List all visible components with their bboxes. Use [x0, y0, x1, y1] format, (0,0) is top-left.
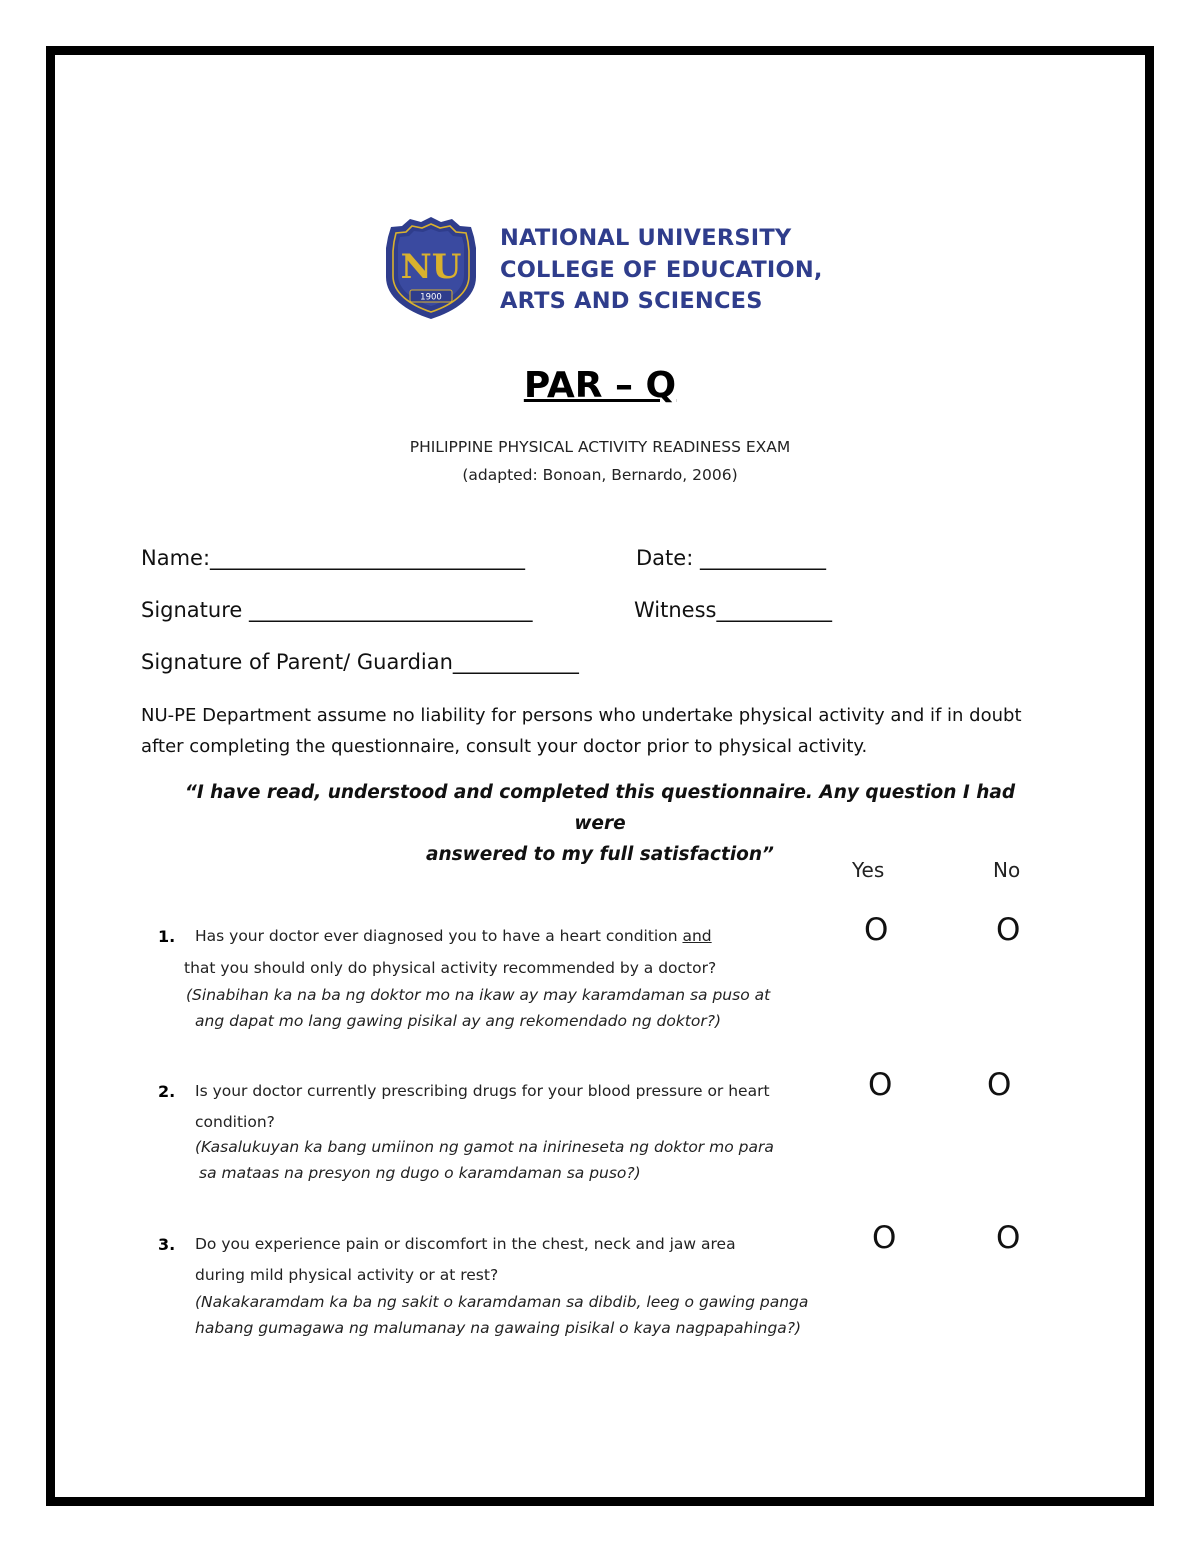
date-field[interactable]: Date: ____________ [636, 546, 826, 570]
q3-no-radio[interactable]: O [996, 1220, 1021, 1256]
question-text: Has your doctor ever diagnosed you to have a heart condition [195, 927, 683, 945]
question-number: 1. [158, 927, 176, 946]
question-emphasis: and [682, 927, 712, 945]
attestation-statement [180, 777, 1020, 870]
question-filipino-line: sa mataas na presyon ng dugo o karamdaman sa puso?) [199, 1164, 641, 1182]
q2-yes-radio[interactable]: O [868, 1067, 893, 1103]
no-column-header: No [993, 858, 1021, 882]
yes-column-header: Yes [852, 858, 885, 882]
question-filipino-line: (Nakakaramdam ka ba ng sakit o karamdaman sa dibdib, leeg o gawing panga [195, 1293, 809, 1311]
document-subtitle: PHILIPPINE PHYSICAL ACTIVITY READINESS EXAM [409, 438, 791, 456]
q3-yes-radio[interactable]: O [872, 1220, 897, 1256]
university-crest-icon [384, 215, 478, 321]
question-filipino-line: (Sinabihan ka na ba ng doktor mo na ikaw ay may karamdaman sa puso at [186, 986, 771, 1004]
institution-line: COLLEGE OF EDUCATION, [500, 256, 823, 283]
statement-line: answered to my full satisfaction” [426, 844, 774, 865]
university-logo [384, 215, 844, 325]
document-title: PAR – Q [523, 365, 677, 406]
question-filipino-line: ang dapat mo lang gawing pisikal ay ang rekomendado ng doktor?) [195, 1012, 722, 1030]
question-english-line: Is your doctor currently prescribing drugs for your blood pressure or heart [195, 1082, 770, 1100]
q1-no-radio[interactable]: O [996, 912, 1021, 948]
question-english-line: condition? [195, 1113, 275, 1131]
question-filipino-line: (Kasalukuyan ka bang umiinon ng gamot na inirineseta ng doktor mo para [195, 1138, 774, 1156]
question-english-line: that you should only do physical activity recommended by a doctor? [184, 959, 717, 977]
name-field[interactable]: Name:______________________________ [141, 546, 526, 570]
parent-signature-field[interactable]: Signature of Parent/ Guardian____________ [141, 650, 579, 674]
question-english-line: during mild physical activity or at rest? [195, 1266, 499, 1284]
question-number: 3. [158, 1235, 176, 1254]
question-english-line: Do you experience pain or discomfort in the chest, neck and jaw area [195, 1235, 736, 1253]
question-number: 2. [158, 1082, 176, 1101]
q1-yes-radio[interactable]: O [864, 912, 889, 948]
q2-no-radio[interactable]: O [987, 1067, 1012, 1103]
question-english-line [195, 927, 712, 945]
signature-field[interactable]: Signature ___________________________ [141, 598, 533, 622]
witness-field[interactable]: Witness___________ [634, 598, 832, 622]
institution-name [500, 223, 823, 318]
adaptation-note: (adapted: Bonoan, Bernardo, 2006) [462, 466, 738, 484]
liability-disclaimer: NU-PE Department assume no liability for persons who undertake physical activity and if in doubt after completing the questionnaire, consult your doctor prior to physical activity. [141, 705, 1022, 757]
institution-line: NATIONAL UNIVERSITY [500, 225, 792, 251]
question-filipino-line: habang gumagawa ng malumanay na gawaing pisikal o kaya nagpapahinga?) [195, 1319, 802, 1337]
crest-year: 1900 [420, 292, 442, 303]
institution-line: ARTS AND SCIENCES [500, 288, 763, 314]
crest-monogram: NU [400, 247, 462, 287]
statement-line: “I have read, understood and completed this questionnaire. Any question I had were [184, 782, 1016, 834]
